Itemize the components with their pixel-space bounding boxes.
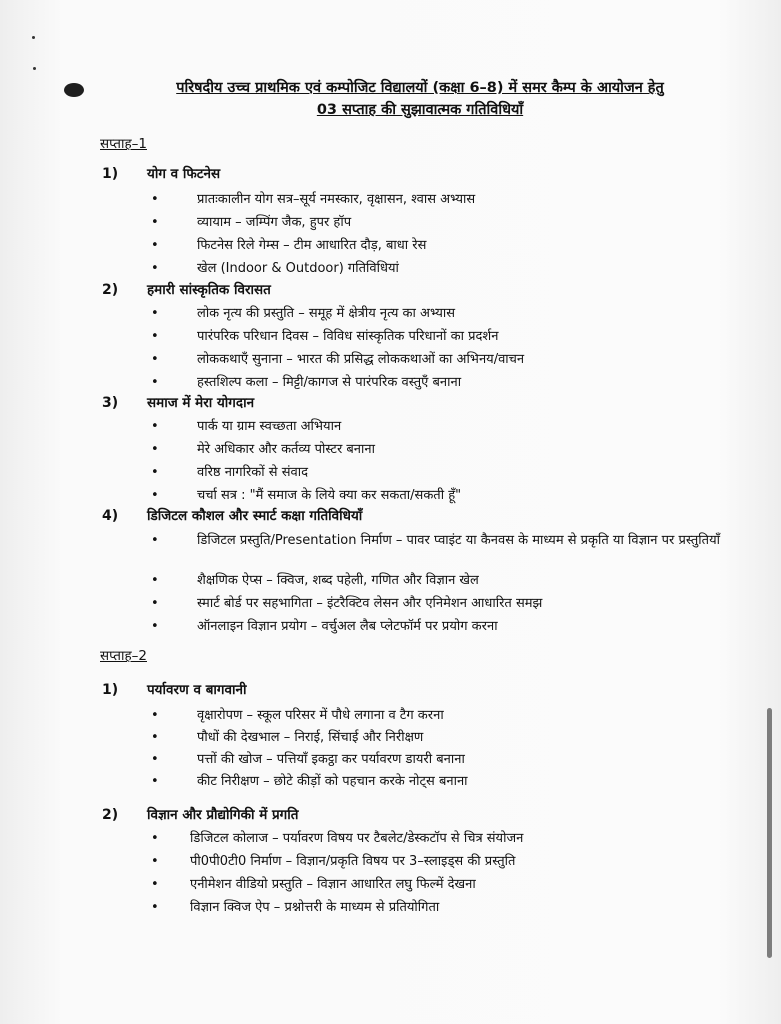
week-2-heading: सप्ताह–2 (100, 648, 147, 664)
list-item: लोककथाएँ सुनाना – भारत की प्रसिद्ध लोककथाओं का अभिनय/वाचन (197, 352, 525, 367)
list-item: प्रातःकालीन योग सत्र–सूर्य नमस्कार, वृक्षासन, श्वास अभ्यास (197, 192, 476, 207)
section-number: 3) (102, 395, 119, 411)
bullet: • (151, 192, 159, 207)
section-title-cultural-heritage: हमारी सांस्कृतिक विरासत (147, 282, 271, 298)
bullet: • (151, 488, 159, 503)
list-item: हस्तशिल्प कला – मिट्टी/कागज से पारंपरिक वस्तुएँ बनाना (197, 375, 462, 390)
bullet: • (151, 533, 159, 548)
bullet: • (151, 442, 159, 457)
list-item: पार्क या ग्राम स्वच्छता अभियान (197, 419, 342, 434)
bullet: • (151, 419, 159, 434)
section-number: 4) (102, 508, 119, 524)
list-item: मेरे अधिकार और कर्तव्य पोस्टर बनाना (197, 442, 375, 457)
section-number: 2) (102, 282, 119, 298)
list-item: फिटनेस रिले गेम्स – टीम आधारित दौड़, बाधा रेस (197, 238, 427, 253)
scrollbar-thumb[interactable] (767, 708, 772, 958)
bullet: • (151, 375, 159, 390)
section-title-science-technology: विज्ञान और प्रौद्योगिकी में प्रगति (147, 807, 299, 823)
list-item: व्यायाम – जम्पिंग जैक, हुपर हॉप (197, 215, 352, 230)
section-title-digital-skills: डिजिटल कौशल और स्मार्ट कक्षा गतिविधियाँ (147, 508, 363, 524)
list-item: चर्चा सत्र : "मैं समाज के लिये क्या कर सकता/सकती हूँ" (197, 488, 462, 503)
bullet: • (151, 752, 159, 767)
bullet: • (151, 352, 159, 367)
list-item: शैक्षणिक ऐप्स – क्विज, शब्द पहेली, गणित और विज्ञान खेल (197, 573, 479, 588)
list-item: वृक्षारोपण – स्कूल परिसर में पौधे लगाना व टैग करना (197, 708, 444, 723)
list-item: कीट निरीक्षण – छोटे कीड़ों को पहचान करके नोट्स बनाना (197, 774, 468, 789)
speck (32, 36, 35, 39)
list-item: पारंपरिक परिधान दिवस – विविध सांस्कृतिक परिधानों का प्रदर्शन (197, 329, 499, 344)
bullet: • (151, 596, 159, 611)
section-title-social-contribution: समाज में मेरा योगदान (147, 395, 255, 411)
list-item: खेल (Indoor & Outdoor) गतिविधियां (197, 261, 399, 276)
bullet: • (151, 238, 159, 253)
document-title-line-1: परिषदीय उच्च प्राथमिक एवं कम्पोजिट विद्यालयों (कक्षा 6–8) में समर कैम्प के आयोजन हेतु (176, 80, 664, 96)
list-item: पी0पी0टी0 निर्माण – विज्ञान/प्रकृति विषय पर 3–स्लाइड्स की प्रस्तुति (190, 854, 516, 869)
bullet: • (151, 854, 159, 869)
list-item: पत्तों की खोज – पत्तियाँ इकट्ठा कर पर्यावरण डायरी बनाना (197, 752, 465, 767)
bullet: • (151, 877, 159, 892)
section-number: 2) (102, 807, 119, 823)
bullet: • (151, 573, 159, 588)
section-number: 1) (102, 166, 119, 182)
week-1-heading: सप्ताह–1 (100, 136, 147, 152)
section-title-environment-gardening: पर्यावरण व बागवानी (147, 682, 247, 698)
list-item: डिजिटल प्रस्तुति/Presentation निर्माण – पावर प्वाइंट या कैनवस के माध्यम से प्रकृति या विज्ञान पर प्रस्तुतियाँ (197, 533, 720, 548)
speck (33, 67, 36, 70)
list-item: वरिष्ठ नागरिकों से संवाद (197, 465, 308, 480)
list-item: पौधों की देखभाल – निराई, सिंचाई और निरीक्षण (197, 730, 424, 745)
bullet: • (151, 215, 159, 230)
bullet: • (151, 465, 159, 480)
list-item: लोक नृत्य की प्रस्तुति – समूह में क्षेत्रीय नृत्य का अभ्यास (197, 306, 456, 321)
bullet: • (151, 708, 159, 723)
list-item: स्मार्ट बोर्ड पर सहभागिता – इंटरैक्टिव लेसन और एनिमेशन आधारित समझ (197, 596, 543, 611)
section-title-yoga-fitness: योग व फिटनेस (147, 166, 221, 182)
list-item: एनीमेशन वीडियो प्रस्तुति – विज्ञान आधारित लघु फिल्में देखना (190, 877, 476, 892)
document-title-line-2: 03 सप्ताह की सुझावात्मक गतिविधियाँ (316, 102, 524, 118)
bullet: • (151, 730, 159, 745)
list-item: ऑनलाइन विज्ञान प्रयोग – वर्चुअल लैब प्लेटफॉर्म पर प्रयोग करना (197, 619, 498, 634)
bullet: • (151, 261, 159, 276)
bullet: • (151, 900, 159, 915)
bullet: • (151, 831, 159, 846)
bullet: • (151, 774, 159, 789)
list-item: डिजिटल कोलाज – पर्यावरण विषय पर टैबलेट/डेस्कटॉप से चित्र संयोजन (190, 831, 524, 846)
list-item: विज्ञान क्विज ऐप – प्रश्नोत्तरी के माध्यम से प्रतियोगिता (190, 900, 440, 915)
punch-hole (64, 83, 84, 97)
bullet: • (151, 619, 159, 634)
bullet: • (151, 306, 159, 321)
bullet: • (151, 329, 159, 344)
section-number: 1) (102, 682, 119, 698)
